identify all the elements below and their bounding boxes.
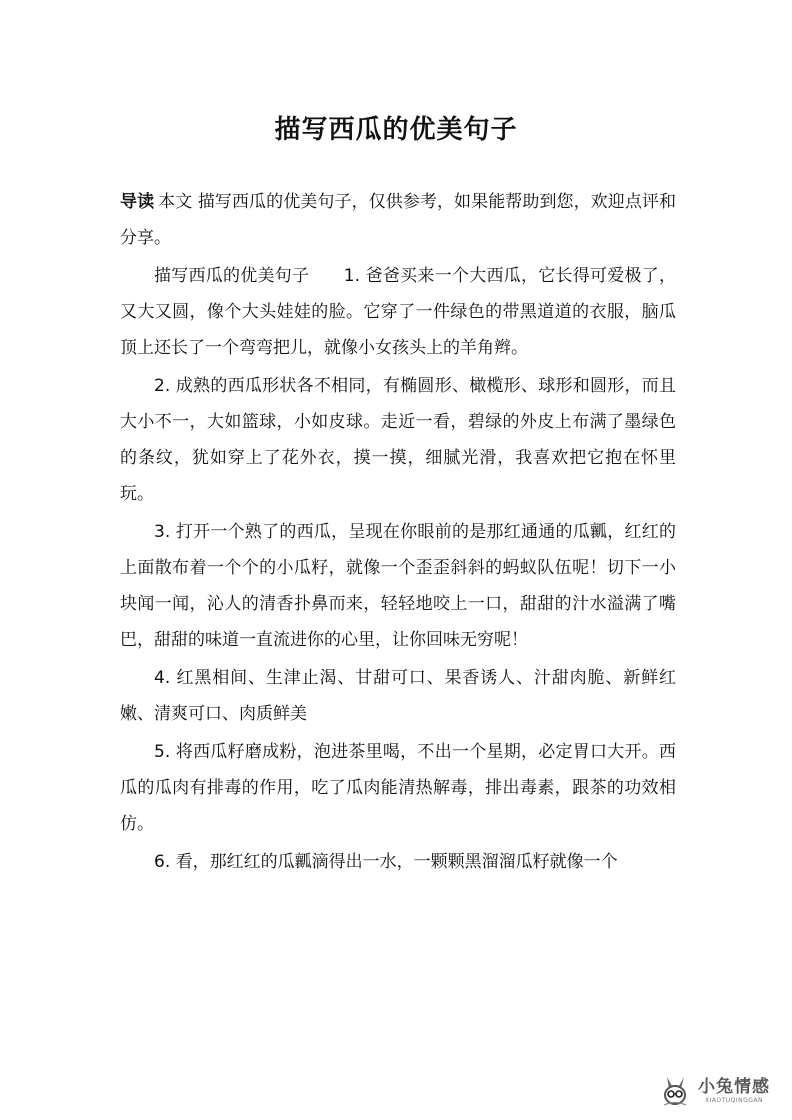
watermark: [658, 1074, 770, 1108]
intro-label: 导读: [120, 192, 155, 212]
intro-text: 本文 描写西瓜的优美句子，仅供参考，如果能帮助到您，欢迎点评和分享。: [120, 192, 677, 248]
intro-paragraph: [120, 184, 676, 256]
page-title: 描写西瓜的优美句子: [274, 115, 518, 145]
watermark-text: [698, 1077, 770, 1105]
watermark-sub: XIAOTUQINGGAN: [704, 1097, 764, 1104]
document-body: [120, 184, 676, 882]
watermark-name: 小兔情感: [698, 1077, 770, 1097]
body-paragraph: 4. 红黑相间、生津止渴、甘甜可口、果香诱人、汁甜肉脆、新鲜红嫩、清爽可口、肉质鲜美: [120, 668, 676, 724]
body-paragraph: 3. 打开一个熟了的西瓜，呈现在你眼前的是那红通通的瓜瓤，红红的上面散布着一个个的小瓜籽，就像一个歪歪斜斜的蚂蚁队伍呢！切下一小块闻一闻，沁人的清香扑鼻而来，轻轻地咬上一口，甜甜的汁水溢满了嘴巴，甜甜的味道一直流进你的心里，让你回味无穷呢！: [120, 522, 676, 650]
body-paragraph: 2. 成熟的西瓜形状各不相同，有椭圆形、橄榄形、球形和圆形，而且大小不一，大如篮球，小如皮球。走近一看，碧绿的外皮上布满了墨绿色的条纹，犹如穿上了花外衣，摸一摸，细腻光滑，我喜欢把它抱在怀里玩。: [120, 376, 676, 504]
body-paragraph: 6. 看，那红红的瓜瓤滴得出一水，一颗颗黑溜溜瓜籽就像一个: [154, 852, 618, 872]
rabbit-glasses-logo-icon: [658, 1074, 692, 1108]
body-paragraph: 5. 将西瓜籽磨成粉，泡进茶里喝，不出一个星期，必定胃口大开。西瓜的瓜肉有排毒的作用，吃了瓜肉能清热解毒，排出毒素，跟茶的功效相仿。: [120, 742, 676, 834]
body-paragraph: 描写西瓜的优美句子 1. 爸爸买来一个大西瓜，它长得可爱极了，又大又圆，像个大头娃娃的脸。它穿了一件绿色的带黑道道的衣服，脑瓜顶上还长了一个弯弯把儿，就像小女孩头上的羊角辫。: [120, 266, 676, 358]
